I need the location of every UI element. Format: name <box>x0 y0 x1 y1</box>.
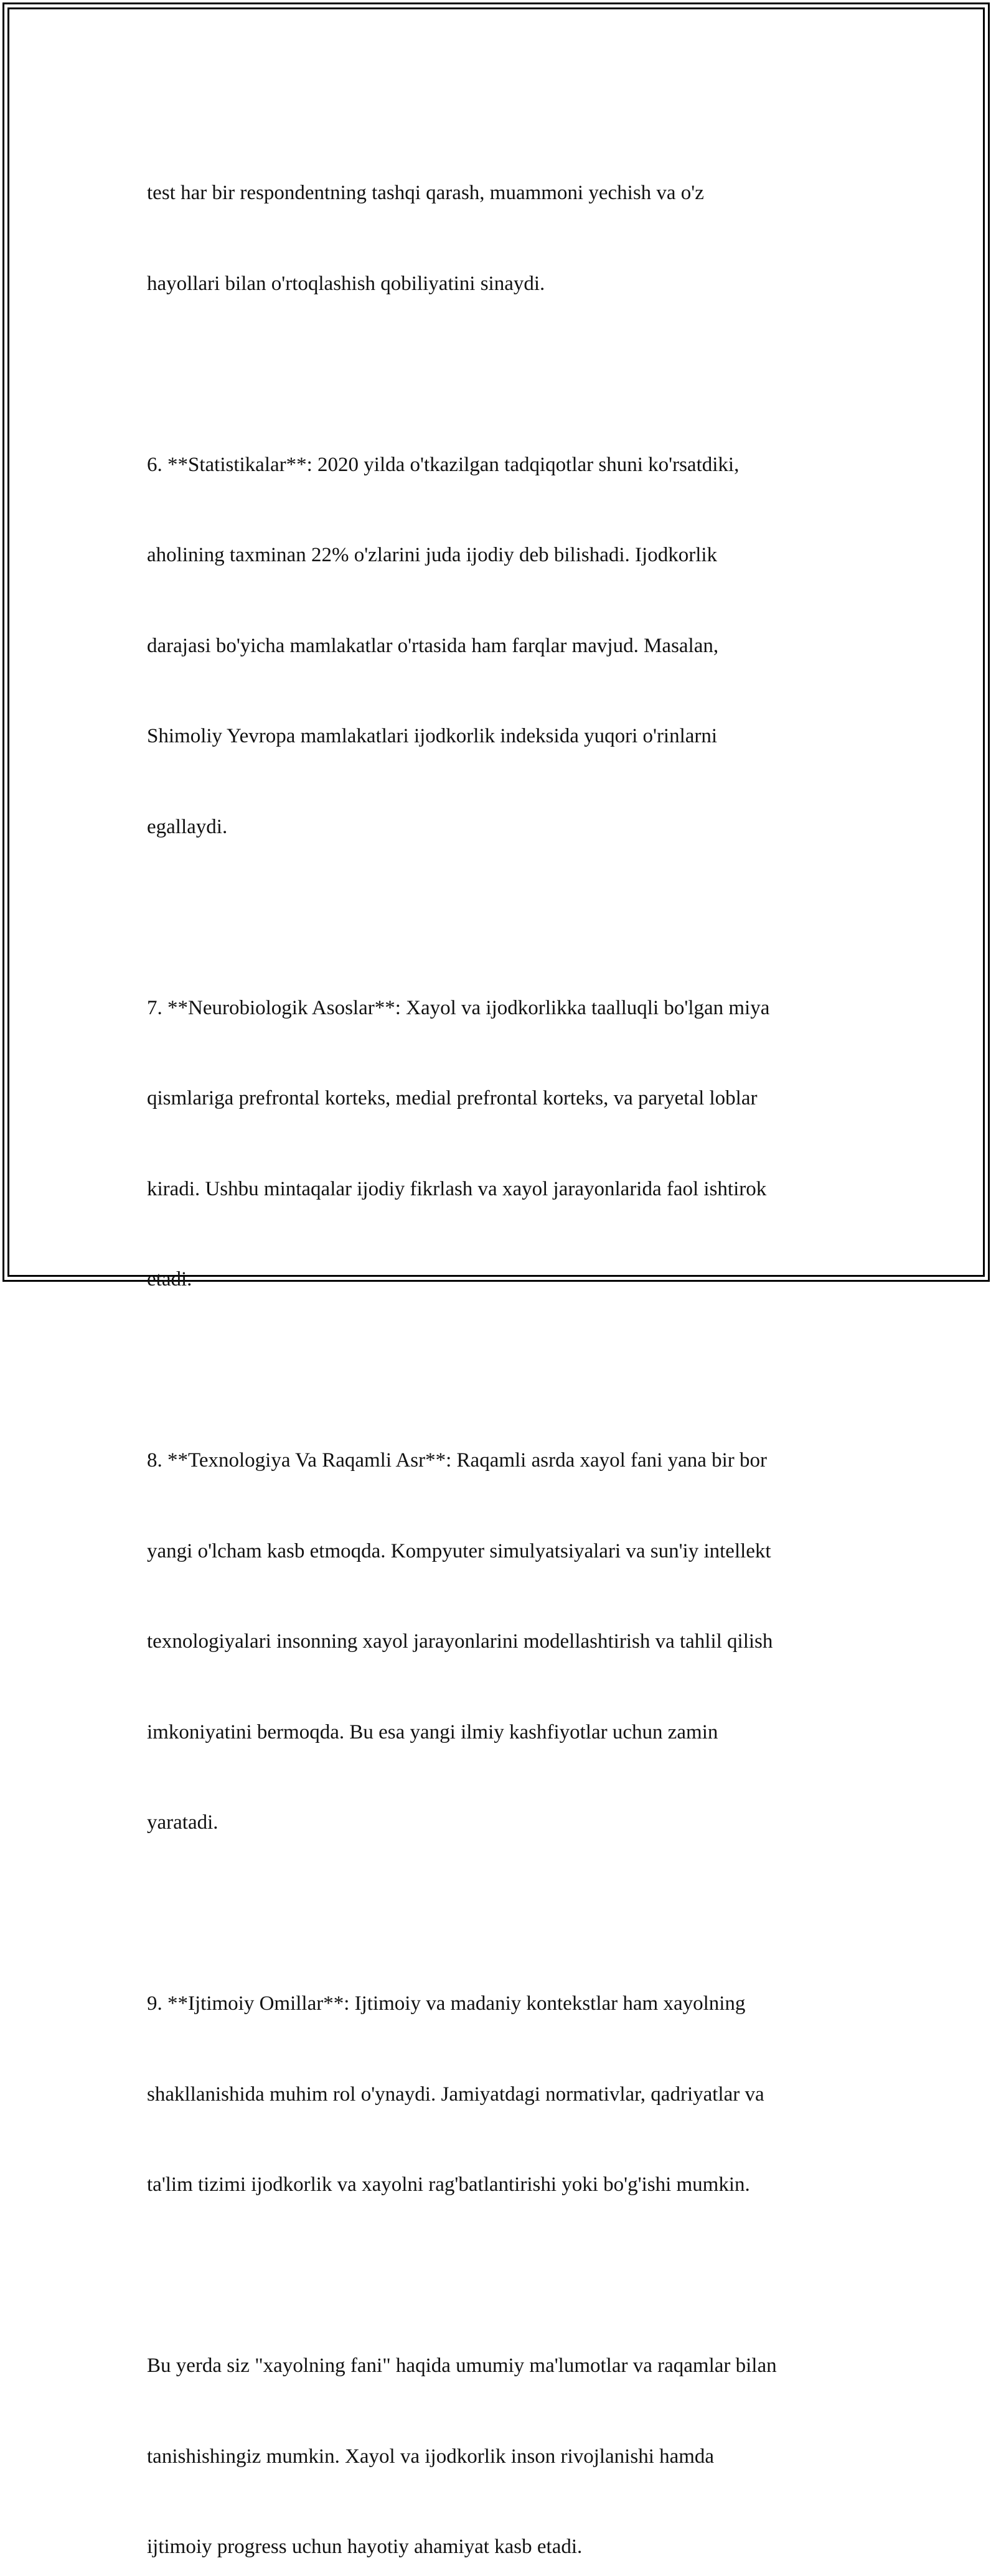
text-line: ta'lim tizimi ijodkorlik va xayolni rag'batlantirishi yoki bo'g'ishi mumkin. <box>147 2173 750 2196</box>
paragraph-neurobiology <box>147 933 850 1355</box>
paragraph-statistics <box>147 390 850 903</box>
paragraph-intro <box>147 118 850 359</box>
paragraph-technology <box>147 1385 850 1898</box>
text-line: tanishishingiz mumkin. Xayol va ijodkorlik inson rivojlanishi hamda <box>147 2445 715 2468</box>
text-line: 9. **Ijtimoiy Omillar**: Ijtimoiy va madaniy kontekstlar ham xayolning <box>147 1992 746 2015</box>
text-line: imkoniyatini bermoqda. Bu esa yangi ilmiy kashfiyotlar uchun zamin <box>147 1720 718 1743</box>
text-line: 6. **Statistikalar**: 2020 yilda o'tkazilgan tadqiqotlar shuni ko'rsatdiki, <box>147 453 740 476</box>
text-line: qismlariga prefrontal korteks, medial prefrontal korteks, va paryetal loblar <box>147 1087 758 1109</box>
text-line: Shimoliy Yevropa mamlakatlari ijodkorlik indeksida yuqori o'rinlarni <box>147 725 718 747</box>
paragraph-conclusion <box>147 2290 850 2576</box>
document-body <box>147 118 850 2576</box>
text-line: 7. **Neurobiologik Asoslar**: Xayol va ijodkorlikka taalluqli bo'lgan miya <box>147 996 770 1019</box>
text-line: 8. **Texnologiya Va Raqamli Asr**: Raqamli asrda xayol fani yana bir bor <box>147 1449 768 1472</box>
text-line: shakllanishida muhim rol o'ynaydi. Jamiyatdagi normativlar, qadriyatlar va <box>147 2083 764 2106</box>
text-line: ijtimoiy progress uchun hayotiy ahamiyat kasb etadi. <box>147 2536 583 2558</box>
text-line: kiradi. Ushbu mintaqalar ijodiy fikrlash va xayol jarayonlarida faol ishtirok <box>147 1177 767 1200</box>
text-line: yaratadi. <box>147 1811 218 1834</box>
text-line: texnologiyalari insonning xayol jarayonlarini modellashtirish va tahlil qilish <box>147 1630 773 1653</box>
text-line: test har bir respondentning tashqi qarash, muammoni yechish va o'z <box>147 182 704 204</box>
text-line: Bu yerda siz "xayolning fani" haqida umumiy ma'lumotlar va raqamlar bilan <box>147 2354 777 2377</box>
text-line: darajasi bo'yicha mamlakatlar o'rtasida ham farqlar mavjud. Masalan, <box>147 634 719 657</box>
text-line: hayollari bilan o'rtoqlashish qobiliyatini sinaydi. <box>147 272 545 295</box>
text-line: etadi. <box>147 1268 192 1290</box>
text-line: yangi o'lcham kasb etmoqda. Kompyuter simulyatsiyalari va sun'iy intellekt <box>147 1539 771 1562</box>
text-line: egallaydi. <box>147 815 228 838</box>
paragraph-social-factors <box>147 1928 850 2261</box>
text-line: aholining taxminan 22% o'zlarini juda ijodiy deb bilishadi. Ijodkorlik <box>147 544 718 566</box>
